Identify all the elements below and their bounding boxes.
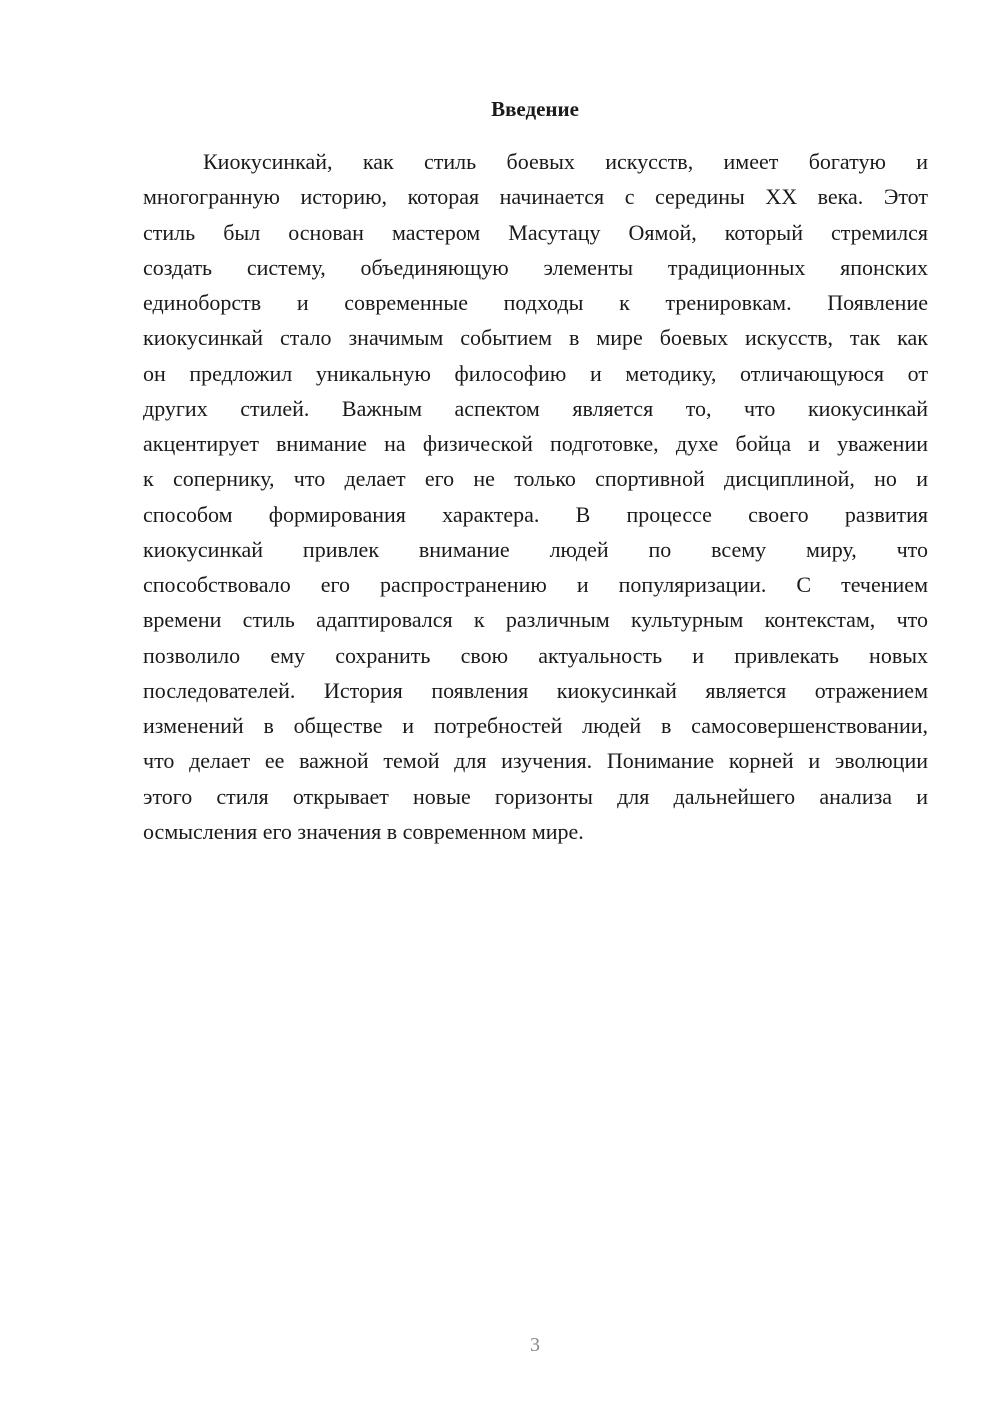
text-line: времени стиль адаптировался к различным культурным контекстам, что — [143, 607, 928, 633]
text-line: способствовало его распространению и популяризации. С течением — [143, 572, 928, 597]
text-line: к сопернику, что делает его не только спортивной дисциплиной, но и — [143, 466, 928, 492]
text-line: осмысления его значения в современном мире. — [143, 818, 584, 844]
text-line: он предложил уникальную философию и методику, отличающуюся от — [143, 360, 928, 386]
text-line: других стилей. Важным аспектом является то, что киокусинкай — [143, 395, 928, 421]
text-line: этого стиля открывает новые горизонты для дальнейшего анализа и — [143, 783, 928, 809]
text-line: создать систему, объединяющую элементы традиционных японских — [143, 254, 928, 280]
text-line: киокусинкай стало значимым событием в мире боевых искусств, так как — [143, 325, 928, 351]
text-line: киокусинкай привлек внимание людей по всему миру, что — [143, 536, 928, 562]
text-line: единоборств и современные подходы к тренировкам. Появление — [143, 290, 928, 315]
paragraph — [143, 144, 928, 849]
text-line: акцентирует внимание на физической подготовке, духе бойца и уважении — [143, 431, 928, 456]
text-line: что делает ее важной темой для изучения. Понимание корней и эволюции — [143, 748, 928, 774]
text-line: последователей. История появления киокусинкай является отражением — [143, 677, 928, 703]
text-line: Киокусинкай, как стиль боевых искусств, имеет богатую и — [203, 149, 928, 174]
page-number: 3 — [530, 1334, 540, 1356]
text-line: изменений в обществе и потребностей людей в самосовершенствовании, — [143, 713, 928, 738]
section-heading: Введение — [491, 97, 579, 121]
text-line: способом формирования характера. В процессе своего развития — [143, 501, 928, 527]
text-line: позволило ему сохранить свою актуальность и привлекать новых — [143, 642, 928, 668]
text-line: стиль был основан мастером Масутацу Оямой, который стремился — [143, 219, 928, 245]
text-line: многогранную историю, которая начинается с середины XX века. Этот — [143, 184, 928, 210]
